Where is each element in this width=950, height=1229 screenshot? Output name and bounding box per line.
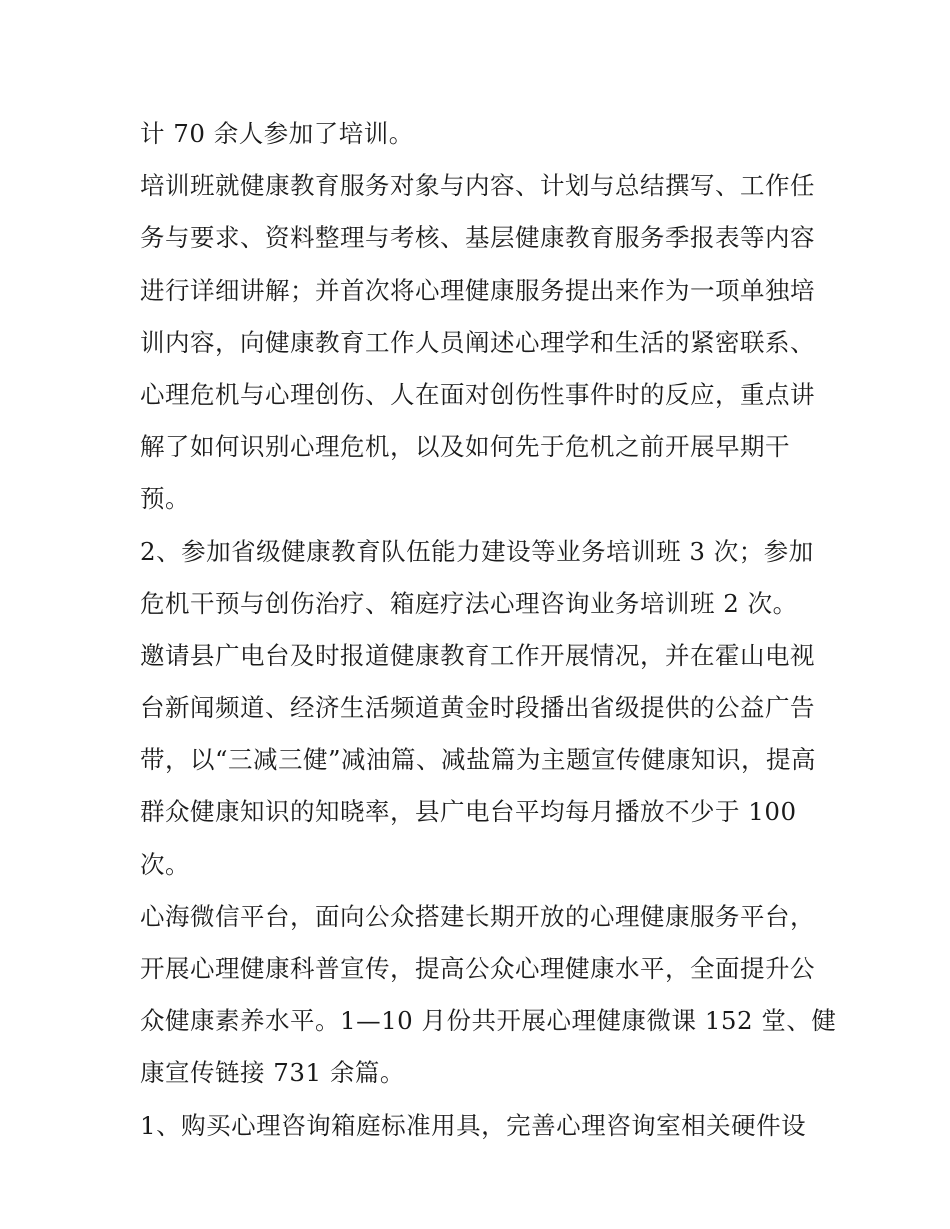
text-line: 开展心理健康科普宣传，提高公众心理健康水平，全面提升公: [140, 954, 815, 983]
text-line: 台新闻频道、经济生活频道黄金时段播出省级提供的公益广告: [140, 693, 815, 723]
text-line: 培训班就健康教育服务对象与内容、计划与总结撰写、工作任: [140, 171, 815, 201]
text-line: 训内容，向健康教育工作人员阐述心理学和生活的紧密联系、: [140, 327, 815, 357]
text-line: 心理危机与心理创伤、人在面对创伤性事件时的反应，重点讲: [140, 379, 815, 409]
text-line: 邀请县广电台及时报道健康教育工作开展情况，并在霍山电视: [140, 640, 815, 670]
text-line: 危机干预与创伤治疗、箱庭疗法心理咨询业务培训班 2 次。: [140, 588, 798, 618]
text-line: 康宣传链接 731 余篇。: [140, 1058, 405, 1088]
text-line: 次。: [140, 849, 190, 879]
text-line: 1、购买心理咨询箱庭标准用具，完善心理咨询室相关硬件设: [140, 1110, 807, 1140]
text-line: 预。: [140, 484, 190, 514]
text-line: 务与要求、资料整理与考核、基层健康教育服务季报表等内容: [140, 223, 815, 253]
text-line: 2、参加省级健康教育队伍能力建设等业务培训班 3 次；参加: [140, 536, 814, 566]
text-line: 群众健康知识的知晓率，县广电台平均每月播放不少于 100: [140, 797, 797, 827]
text-line: 心海微信平台，面向公众搭建长期开放的心理健康服务平台，: [140, 901, 815, 931]
text-line: 计 70 余人参加了培训。: [140, 119, 414, 148]
body-text: [140, 108, 837, 1152]
text-line: 解了如何识别心理危机，以及如何先于危机之前开展早期干: [140, 432, 790, 462]
text-line: 带，以“三减三健”减油篇、减盐篇为主题宣传健康知识，提高: [140, 745, 817, 775]
text-line: 众健康素养水平。1—10 月份共开展心理健康微课 152 堂、健: [140, 1006, 837, 1036]
text-line: 进行详细讲解；并首次将心理健康服务提出来作为一项单独培: [140, 275, 815, 305]
